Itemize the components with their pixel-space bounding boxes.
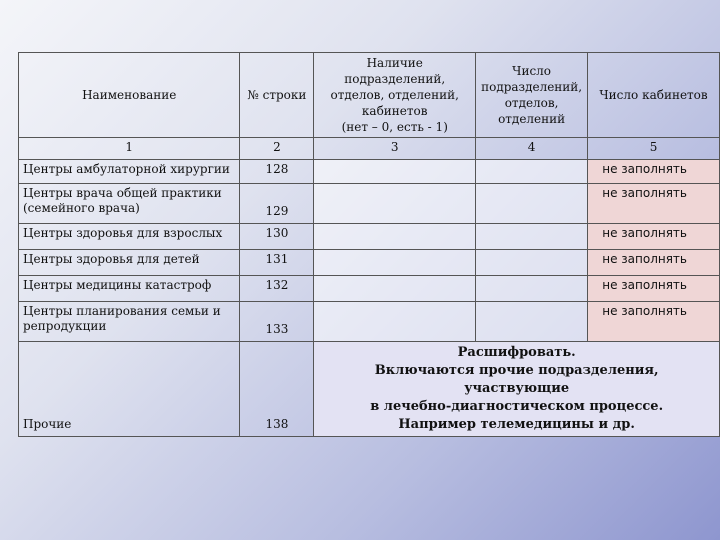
- table-row: [19, 224, 720, 250]
- header-count-line: отделений: [498, 112, 566, 126]
- header-presence: [314, 53, 476, 138]
- row-name-line: Центры врача общей практики: [23, 186, 222, 200]
- cell-presence[interactable]: [314, 184, 476, 224]
- cell-presence[interactable]: [314, 250, 476, 276]
- table-row: [19, 184, 720, 224]
- cell-count[interactable]: [476, 184, 588, 224]
- row-code: 138: [240, 342, 314, 437]
- row-name: Центры здоровья для детей: [19, 250, 240, 276]
- header-presence-line: Наличие подразделений,: [344, 56, 446, 86]
- cell-do-not-fill: не заполнять: [588, 224, 720, 250]
- header-presence-line: кабинетов: [361, 104, 428, 118]
- table-row: [19, 250, 720, 276]
- column-number: 5: [588, 138, 720, 160]
- row-name: [19, 184, 240, 224]
- cell-count[interactable]: [476, 224, 588, 250]
- cell-presence[interactable]: [314, 276, 476, 302]
- row-code: 130: [240, 224, 314, 250]
- row-name-line: репродукции: [23, 319, 107, 333]
- cell-do-not-fill: не заполнять: [588, 184, 720, 224]
- cell-count[interactable]: [476, 160, 588, 184]
- header-cabinets: Число кабинетов: [588, 53, 720, 138]
- note-line: Расшифровать.: [457, 345, 576, 360]
- table-row: [19, 302, 720, 342]
- note-line: Включаются прочие подразделения, участвующие: [374, 363, 659, 396]
- row-name: Центры медицины катастроф: [19, 276, 240, 302]
- form-table: [18, 52, 720, 437]
- column-number: 1: [19, 138, 240, 160]
- column-number: 3: [314, 138, 476, 160]
- cell-count[interactable]: [476, 302, 588, 342]
- column-number: 2: [240, 138, 314, 160]
- cell-do-not-fill: не заполнять: [588, 302, 720, 342]
- cell-count[interactable]: [476, 276, 588, 302]
- cell-do-not-fill: не заполнять: [588, 160, 720, 184]
- row-name: Центры здоровья для взрослых: [19, 224, 240, 250]
- row-name: [19, 302, 240, 342]
- cell-do-not-fill: не заполнять: [588, 250, 720, 276]
- row-code: 133: [240, 302, 314, 342]
- row-code: 128: [240, 160, 314, 184]
- cell-presence[interactable]: [314, 302, 476, 342]
- cell-presence[interactable]: [314, 224, 476, 250]
- cell-count[interactable]: [476, 250, 588, 276]
- row-name: Центры амбулаторной хирургии: [19, 160, 240, 184]
- header-count-line: Число: [512, 64, 552, 78]
- column-number: 4: [476, 138, 588, 160]
- header-name: Наименование: [19, 53, 240, 138]
- cell-do-not-fill: не заполнять: [588, 276, 720, 302]
- row-name-line: (семейного врача): [23, 201, 140, 215]
- table-row: [19, 342, 720, 437]
- header-presence-line: отделов, отделений,: [330, 88, 459, 102]
- note-line: Например телемедицины и др.: [398, 417, 635, 432]
- note-box: [314, 342, 720, 437]
- cell-presence[interactable]: [314, 160, 476, 184]
- row-name-line: Центры планирования семьи и: [23, 304, 221, 318]
- row-code: 129: [240, 184, 314, 224]
- header-count-units: [476, 53, 588, 138]
- header-presence-line: (нет – 0, есть - 1): [341, 120, 448, 134]
- table-row: [19, 276, 720, 302]
- header-row-number: № строки: [240, 53, 314, 138]
- note-line: в лечебно-диагностическом процессе.: [370, 399, 664, 414]
- table-row: [19, 160, 720, 184]
- row-name: Прочие: [19, 342, 240, 437]
- row-code: 131: [240, 250, 314, 276]
- row-code: 132: [240, 276, 314, 302]
- header-count-line: подразделений,: [481, 80, 583, 94]
- header-count-line: отделов,: [504, 96, 559, 110]
